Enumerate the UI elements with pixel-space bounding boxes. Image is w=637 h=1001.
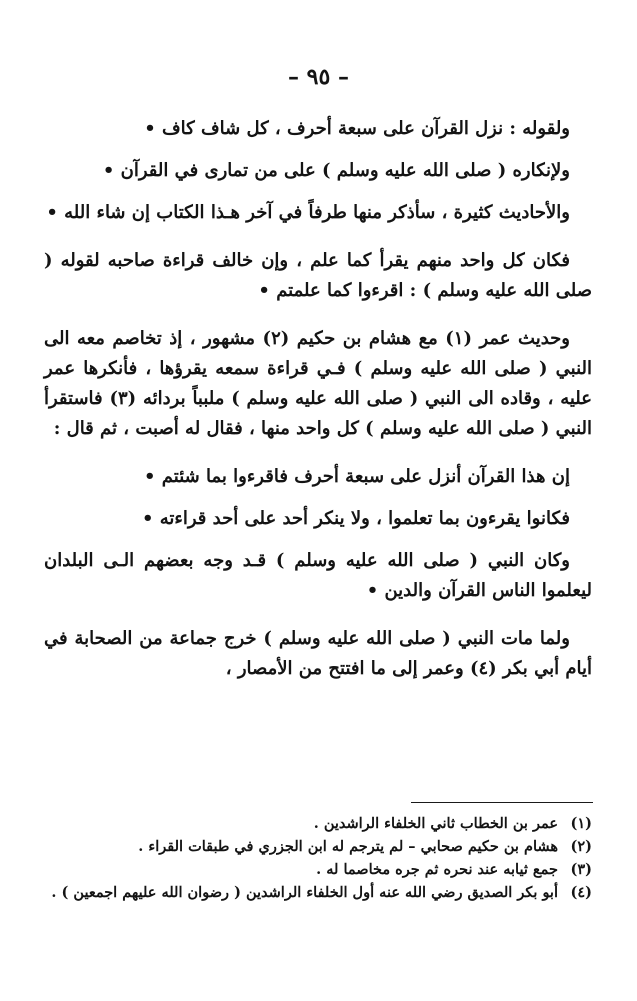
footnote-2 bbox=[44, 835, 592, 858]
paragraph-2: ولإنكاره ( صلى الله عليه وسلم ) على من تمارى في القرآن • bbox=[102, 160, 570, 181]
main-text bbox=[44, 114, 592, 696]
page-number: – ٩٥ – bbox=[288, 64, 349, 90]
footnote-text: جمع ثيابه عند نحره ثم جره مخاصما له . bbox=[316, 861, 558, 878]
footnote-3 bbox=[44, 858, 592, 881]
footnote-marker: (٣) bbox=[570, 861, 592, 878]
footnote-text: هشام بن حكيم صحابي – لم يترجم له ابن الجزري في طبقات القراء . bbox=[138, 838, 558, 855]
footnotes bbox=[44, 812, 592, 904]
paragraph-5: وحديث عمر (١) مع هشام بن حكيم (٢) مشهور ، إذ تخاصم معه الى النبي ( صلى الله عليه وسلم ) فـي قراءة سمعه يقرؤها ، فأنكرها عمر عليه ، وقاده الى النبي ( صلى الله عليه وسلم ) ملبباً بردائه (٣) فاستقرأ النبي ( صلى الله عليه وسلم ) كل واحد منها ، فقال له أصبت ، ثم قال : bbox=[44, 328, 592, 439]
footnote-marker: (١) bbox=[570, 815, 592, 832]
footnote-divider bbox=[411, 802, 593, 803]
footnote-text: عمر بن الخطاب ثاني الخلفاء الراشدين . bbox=[313, 815, 558, 832]
paragraph-9: ولما مات النبي ( صلى الله عليه وسلم ) خرج جماعة من الصحابة في أيام أبي بكر (٤) وعمر إلى ما افتتح من الأمصار ، bbox=[44, 628, 592, 679]
footnote-text: أبو بكر الصديق رضي الله عنه أول الخلفاء الراشدين ( رضوان الله عليهم اجمعين ) . bbox=[51, 884, 558, 901]
footnote-4 bbox=[44, 881, 592, 904]
footnote-marker: (٢) bbox=[570, 838, 592, 855]
paragraph-8: وكان النبي ( صلى الله عليه وسلم ) قـد وجه بعضهم الـى البلدان ليعلموا الناس القرآن والدين • bbox=[44, 550, 592, 601]
paragraph-7: فكانوا يقرءون بما تعلموا ، ولا ينكر أحد على أحد قراءته • bbox=[141, 508, 570, 529]
footnote-marker: (٤) bbox=[570, 884, 592, 901]
footnote-1 bbox=[44, 812, 592, 835]
paragraph-4: فكان كل واحد منهم يقرأ كما علم ، وإن خالف قراءة صاحبه لقوله ( صلى الله عليه وسلم ) : اقرءوا كما علمتم • bbox=[44, 250, 592, 301]
paragraph-3: والأحاديث كثيرة ، سأذكر منها طرفاً في آخر هـذا الكتاب إن شاء الله • bbox=[46, 202, 570, 223]
paragraph-1: ولقوله : نزل القرآن على سبعة أحرف ، كل شاف كاف • bbox=[144, 118, 570, 139]
paragraph-6: إن هذا القرآن أنزل على سبعة أحرف فاقرءوا بما شئتم • bbox=[144, 466, 570, 487]
